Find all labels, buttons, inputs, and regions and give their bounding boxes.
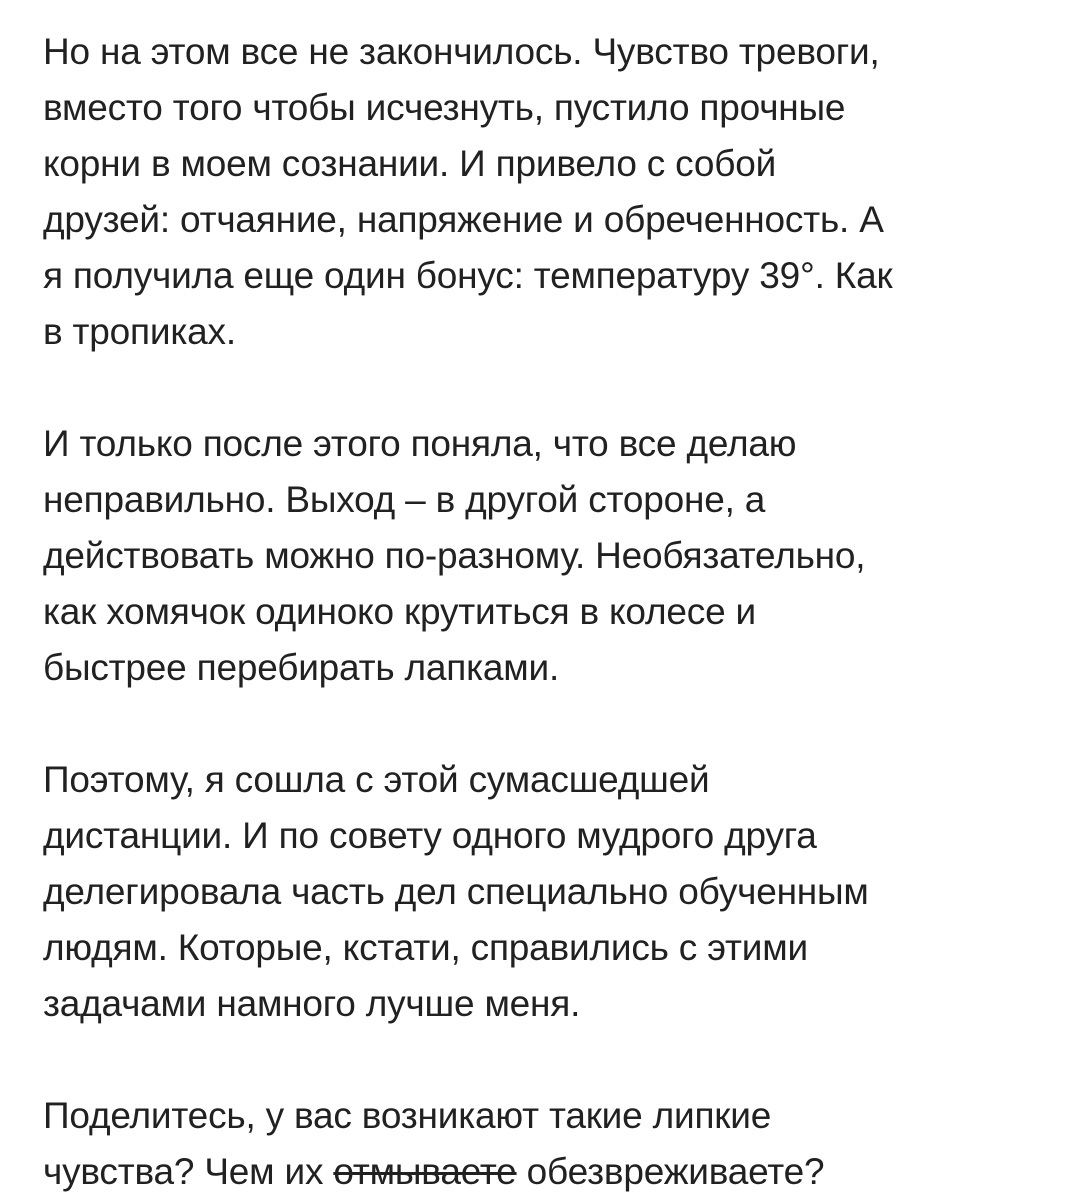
text-line: неправильно. Выход – в другой стороне, а <box>43 479 766 520</box>
struck-word: отмываете <box>333 1151 517 1192</box>
text-line: как хомячок одиноко крутиться в колесе и <box>43 591 756 632</box>
post-text <box>43 24 1043 1200</box>
text-line: Поэтому, я сошла с этой сумасшедшей <box>43 759 710 800</box>
text-line: действовать можно по-разному. Необязательно, <box>43 535 866 576</box>
text-line: друзей: отчаяние, напряжение и обреченность. А <box>43 199 884 240</box>
text-segment: чувства? Чем их <box>43 1151 334 1192</box>
text-line: Поделитесь, у вас возникают такие липкие <box>43 1095 772 1136</box>
text-line: в тропиках. <box>43 311 236 352</box>
text-line: я получила еще один бонус: температуру 39°. Как <box>43 255 893 296</box>
text-segment: обезвреживаете? <box>516 1151 825 1192</box>
paragraph-2 <box>43 416 1043 696</box>
paragraph-1 <box>43 24 1043 360</box>
text-line: дистанции. И по совету одного мудрого друга <box>43 815 817 856</box>
text-line: задачами намного лучше меня. <box>43 983 581 1024</box>
text-line: вместо того чтобы исчезнуть, пустило прочные <box>43 87 846 128</box>
text-line: Но на этом все не закончилось. Чувство тревоги, <box>43 31 880 72</box>
paragraph-4 <box>43 1088 1043 1200</box>
text-line-with-strikethrough <box>43 1144 1043 1200</box>
text-line: делегировала часть дел специально обученным <box>43 871 869 912</box>
text-line: быстрее перебирать лапками. <box>43 647 560 688</box>
text-line: людям. Которые, кстати, справились с этими <box>43 927 808 968</box>
text-line: корни в моем сознании. И привело с собой <box>43 143 777 184</box>
paragraph-3 <box>43 752 1043 1032</box>
text-line: И только после этого поняла, что все делаю <box>43 423 797 464</box>
